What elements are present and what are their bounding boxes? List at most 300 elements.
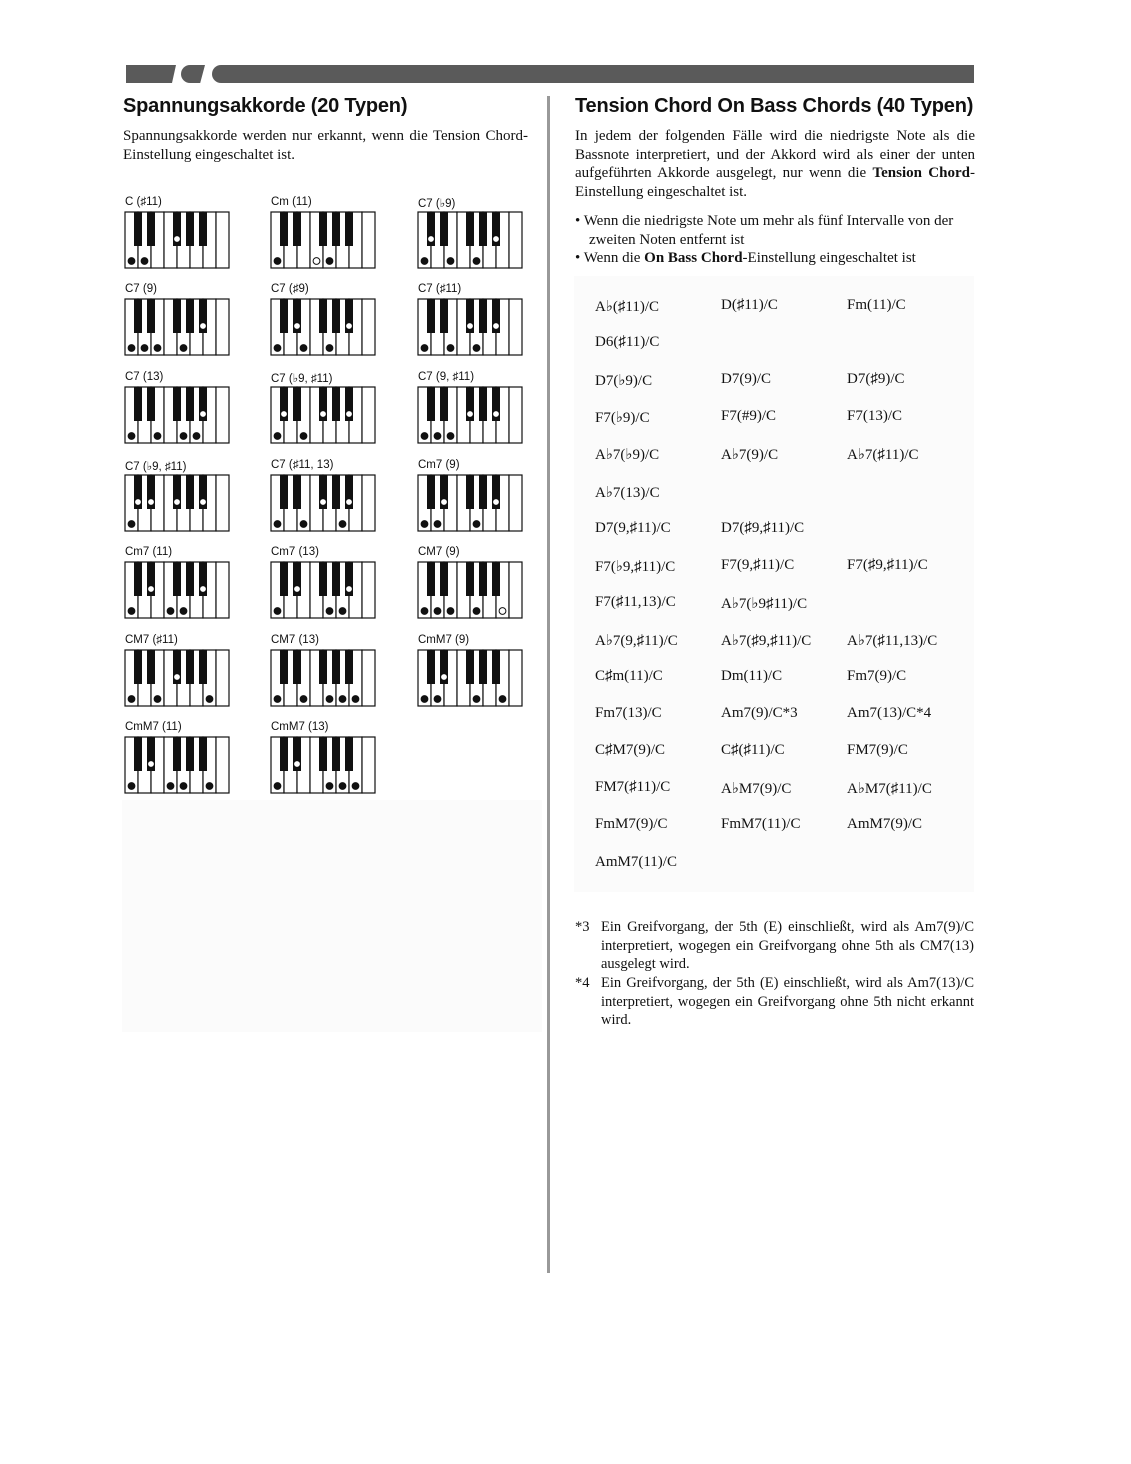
chord-name: A♭7(♯11)/C <box>847 447 919 464</box>
black-key <box>427 387 435 421</box>
note-marker <box>128 345 135 352</box>
black-key <box>199 650 207 684</box>
tension-note-marker <box>200 323 207 330</box>
note-marker <box>339 696 346 703</box>
chord-name: F7(♭9)/C <box>595 410 650 427</box>
keyboard-diagram <box>270 298 376 358</box>
black-key <box>440 212 448 246</box>
chord-name: A♭(♯11)/C <box>595 299 660 315</box>
note-marker <box>421 521 428 528</box>
tension-note-marker <box>174 236 181 243</box>
tension-note-marker <box>346 323 353 330</box>
tension-note-marker <box>493 499 500 506</box>
footnote-text: Ein Greifvorgang, der 5th (E) einschließt, wird als Am7(13)/C interpretiert, wogegen ein Greifvorgang ohne 5th nicht erkannt wird. <box>601 975 974 1028</box>
chord-name: F7(♭9,♯11)/C <box>595 558 676 575</box>
note-marker <box>421 433 428 440</box>
black-key <box>280 650 288 684</box>
chord-name: A♭7(9)/C <box>721 447 779 464</box>
note-marker <box>352 783 359 790</box>
white-key <box>216 387 229 443</box>
chord-name: A♭M7(♯11)/C <box>847 781 932 798</box>
note-marker <box>180 345 187 352</box>
note-marker <box>141 345 148 352</box>
chord-diagram <box>416 283 526 369</box>
black-key <box>147 299 155 333</box>
condition-item: • Wenn die On Bass Chord-Einstellung eingeschaltet ist <box>575 250 916 266</box>
note-marker <box>300 696 307 703</box>
black-key <box>427 299 435 333</box>
black-key <box>186 737 194 771</box>
note-marker <box>154 345 161 352</box>
black-key <box>293 475 301 509</box>
note-marker <box>128 608 135 615</box>
footnote-mark: *4 <box>575 975 590 991</box>
chord-name: Dm(11)/C <box>721 668 783 684</box>
white-key <box>362 475 375 531</box>
chord-name: Am7(9)/C*3 <box>721 705 798 722</box>
black-key <box>319 562 327 596</box>
black-key <box>147 212 155 246</box>
chord-diagram <box>123 283 233 369</box>
chord-name: A♭7(♭9)/C <box>595 447 660 464</box>
note-marker <box>167 608 174 615</box>
tension-note-marker <box>174 499 181 506</box>
tension-note-marker <box>200 586 207 593</box>
black-key <box>332 650 340 684</box>
chord-name: A♭7(♯9,♯11)/C <box>721 632 812 649</box>
note-marker <box>434 433 441 440</box>
tension-note-marker <box>441 499 448 506</box>
chord-name: A♭7(♯11,13)/C <box>847 632 938 649</box>
note-marker <box>326 345 333 352</box>
black-key <box>134 737 142 771</box>
note-marker <box>274 521 281 528</box>
black-key <box>492 562 500 596</box>
note-marker <box>473 258 480 265</box>
note-marker <box>339 783 346 790</box>
note-marker <box>473 696 480 703</box>
white-key <box>216 475 229 531</box>
black-key <box>134 212 142 246</box>
keyboard-diagram <box>270 649 376 709</box>
chord-name: D6(♯11)/C <box>595 334 660 351</box>
black-key <box>293 387 301 421</box>
note-marker <box>499 696 506 703</box>
chord-label: C7 (♯9) <box>271 283 309 295</box>
chord-name: FM7(9)/C <box>847 742 908 759</box>
chord-label: C7 (♭9) <box>418 198 456 210</box>
right-shaded-area <box>574 276 974 892</box>
tension-note-marker <box>346 499 353 506</box>
black-key <box>332 212 340 246</box>
chord-diagram <box>269 721 379 807</box>
black-key <box>332 387 340 421</box>
chord-diagram <box>123 196 233 282</box>
note-marker <box>154 696 161 703</box>
black-key <box>427 562 435 596</box>
chord-diagram <box>123 634 233 720</box>
chord-label: C (♯11) <box>125 196 162 208</box>
note-marker <box>274 608 281 615</box>
white-key <box>362 387 375 443</box>
chord-label: C7 (♯11) <box>418 283 462 295</box>
left-section-title: Spannungsakkorde (20 Typen) <box>123 95 408 117</box>
tension-note-marker <box>281 411 288 418</box>
tension-note-marker <box>294 586 301 593</box>
note-marker <box>294 236 301 243</box>
chord-name: D7(♯9)/C <box>847 371 905 388</box>
keyboard-diagram <box>124 649 230 709</box>
chord-name: FmM7(9)/C <box>595 816 668 833</box>
white-key <box>216 650 229 706</box>
black-key <box>345 650 353 684</box>
note-marker <box>128 783 135 790</box>
black-key <box>440 387 448 421</box>
black-key <box>280 737 288 771</box>
note-marker <box>447 345 454 352</box>
white-key <box>509 562 522 618</box>
chord-name: F7(13)/C <box>847 408 903 425</box>
keyboard-diagram <box>417 386 523 446</box>
chord-name: FM7(♯11)/C <box>595 779 671 796</box>
note-marker <box>206 783 213 790</box>
black-key <box>173 562 181 596</box>
black-key <box>466 212 474 246</box>
tension-note-marker <box>294 323 301 330</box>
keyboard-diagram <box>124 736 230 796</box>
note-marker <box>326 608 333 615</box>
note-marker <box>339 608 346 615</box>
tension-note-marker <box>467 323 474 330</box>
keyboard-diagram <box>124 561 230 621</box>
keyboard-diagram <box>124 298 230 358</box>
note-marker <box>421 258 428 265</box>
tension-note-marker <box>346 586 353 593</box>
chord-diagram <box>269 283 379 369</box>
black-key <box>186 650 194 684</box>
black-key <box>186 387 194 421</box>
tension-note-marker <box>346 411 353 418</box>
note-marker <box>421 696 428 703</box>
tension-note-marker <box>174 674 181 681</box>
black-key <box>440 562 448 596</box>
chord-diagram <box>269 196 379 282</box>
chord-name: A♭M7(9)/C <box>721 781 792 798</box>
chord-label: Cm (11) <box>271 196 312 208</box>
chord-diagram <box>416 634 526 720</box>
condition-list <box>575 212 975 268</box>
tension-note-marker <box>493 236 500 243</box>
black-key <box>466 475 474 509</box>
black-key <box>173 387 181 421</box>
header-band-segment-3 <box>212 65 974 83</box>
chord-name: AmM7(11)/C <box>595 853 677 870</box>
note-marker <box>434 521 441 528</box>
black-key <box>186 299 194 333</box>
note-marker <box>167 783 174 790</box>
black-key <box>479 562 487 596</box>
black-key <box>466 650 474 684</box>
black-key <box>186 475 194 509</box>
footnote-mark: *3 <box>575 919 590 935</box>
chord-diagram <box>416 546 526 632</box>
note-marker <box>128 433 135 440</box>
chord-name: D7(♭9)/C <box>595 373 653 390</box>
white-key <box>509 212 522 268</box>
tension-note-marker <box>493 323 500 330</box>
black-key <box>479 650 487 684</box>
condition-item: • Wenn die niedrigste Note um mehr als fünf Intervalle von der zweiten Noten entfernt ist <box>575 213 954 248</box>
note-marker <box>434 696 441 703</box>
note-marker <box>300 433 307 440</box>
black-key <box>479 212 487 246</box>
black-key <box>332 299 340 333</box>
chord-name: C♯m(11)/C <box>595 668 663 684</box>
note-marker <box>274 345 281 352</box>
keyboard-diagram <box>270 386 376 446</box>
tension-note-marker <box>135 499 142 506</box>
note-marker <box>128 521 135 528</box>
tension-note-marker <box>148 761 155 768</box>
chord-diagram <box>123 459 233 545</box>
black-key <box>466 562 474 596</box>
note-marker <box>326 258 333 265</box>
black-key <box>186 562 194 596</box>
white-key <box>362 562 375 618</box>
black-key <box>319 737 327 771</box>
black-key <box>199 212 207 246</box>
note-marker <box>193 433 200 440</box>
white-key <box>362 737 375 793</box>
chord-label: CM7 (9) <box>418 546 460 558</box>
white-key <box>216 212 229 268</box>
white-key <box>216 299 229 355</box>
black-key <box>280 299 288 333</box>
header-band-segment-2 <box>181 65 205 83</box>
note-marker <box>326 696 333 703</box>
right-intro-text: In jedem der folgenden Fälle wird die niedrigste Note als die Bassnote interpretiert, und der Akkord wird als einer der unten aufgeführten Akkorde ausgelegt, nur wenn die Tension Chord-Einstellung eingeschaltet ist. <box>575 128 975 200</box>
keyboard-diagram <box>270 561 376 621</box>
keyboard-diagram <box>270 474 376 534</box>
chord-name: A♭7(9,♯11)/C <box>595 632 678 649</box>
note-marker <box>180 433 187 440</box>
chord-name: F7(♯11,13)/C <box>595 593 676 610</box>
chord-name: FmM7(11)/C <box>721 816 801 833</box>
footnote-text: Ein Greifvorgang, der 5th (E) einschließt, wird als Am7(9)/C interpretiert, wogegen ein Greifvorgang ohne 5th als CM7(13) ausgelegt wird. <box>601 919 974 972</box>
chord-name: D7(9)/C <box>721 371 771 388</box>
tension-note-marker <box>320 411 327 418</box>
chord-label: CM7 (13) <box>271 634 319 646</box>
chord-name: A♭7(13)/C <box>595 484 660 501</box>
tension-note-marker <box>148 586 155 593</box>
keyboard-diagram <box>270 736 376 796</box>
chord-name: Am7(13)/C*4 <box>847 705 932 722</box>
chord-label: C7 (9, ♯11) <box>418 371 475 383</box>
note-marker <box>274 783 281 790</box>
left-shaded-area <box>122 800 542 1032</box>
black-key <box>134 650 142 684</box>
black-key <box>492 650 500 684</box>
chord-label: C7 (♯11, 13) <box>271 459 334 471</box>
tension-note-marker <box>294 761 301 768</box>
black-key <box>332 562 340 596</box>
white-key <box>509 650 522 706</box>
black-key <box>479 475 487 509</box>
note-marker <box>274 258 281 265</box>
white-key <box>509 475 522 531</box>
note-marker <box>180 608 187 615</box>
keyboard-diagram <box>417 474 523 534</box>
black-key <box>147 650 155 684</box>
black-key <box>440 299 448 333</box>
black-key <box>427 650 435 684</box>
black-key <box>173 737 181 771</box>
black-key <box>134 387 142 421</box>
white-key <box>362 650 375 706</box>
chord-label: C7 (♭9, ♯11) <box>271 373 333 385</box>
note-marker <box>274 433 281 440</box>
tension-note-marker <box>313 258 320 265</box>
tension-note-marker <box>499 608 506 615</box>
keyboard-diagram <box>124 386 230 446</box>
keyboard-diagram <box>270 211 376 271</box>
chord-label: Cm7 (13) <box>271 546 319 558</box>
black-key <box>479 387 487 421</box>
chord-label: Cm7 (11) <box>125 546 173 558</box>
black-key <box>319 650 327 684</box>
black-key <box>134 299 142 333</box>
chord-label: C7 (9) <box>125 283 157 295</box>
black-key <box>427 475 435 509</box>
chord-label: C7 (13) <box>125 371 164 383</box>
tension-note-marker <box>200 499 207 506</box>
chord-name: C♯(♯11)/C <box>721 742 785 759</box>
chord-name: Fm(11)/C <box>847 297 906 313</box>
note-marker <box>300 521 307 528</box>
keyboard-diagram <box>417 298 523 358</box>
note-marker <box>128 258 135 265</box>
black-key <box>479 299 487 333</box>
black-key <box>319 212 327 246</box>
black-key <box>345 737 353 771</box>
note-marker <box>421 608 428 615</box>
keyboard-diagram <box>417 211 523 271</box>
chord-diagram <box>269 634 379 720</box>
tension-note-marker <box>200 411 207 418</box>
chord-name: D(♯11)/C <box>721 297 778 313</box>
chord-name: D7(9,♯11)/C <box>595 519 671 536</box>
chord-label: CmM7 (11) <box>125 721 182 733</box>
tension-note-marker <box>428 236 435 243</box>
chord-diagram <box>269 371 379 457</box>
column-divider <box>547 96 550 1273</box>
keyboard-diagram <box>124 211 230 271</box>
black-key <box>280 475 288 509</box>
white-key <box>362 212 375 268</box>
chord-name: F7(#9)/C <box>721 408 777 425</box>
white-key <box>509 299 522 355</box>
note-marker <box>128 696 135 703</box>
chord-label: CmM7 (9) <box>418 634 470 646</box>
chord-name: F7(♯9,♯11)/C <box>847 556 928 573</box>
chord-diagram <box>123 721 233 807</box>
chord-diagram <box>416 459 526 545</box>
black-key <box>173 299 181 333</box>
black-key <box>332 737 340 771</box>
chord-label: C7 (♭9, ♯11) <box>125 461 187 473</box>
tension-note-marker <box>467 411 474 418</box>
tension-note-marker <box>441 674 448 681</box>
black-key <box>280 562 288 596</box>
chord-label: Cm7 (9) <box>418 459 460 471</box>
note-marker <box>447 433 454 440</box>
note-marker <box>434 608 441 615</box>
black-key <box>134 562 142 596</box>
chord-name: AmM7(9)/C <box>847 816 922 833</box>
black-key <box>345 212 353 246</box>
note-marker <box>473 608 480 615</box>
black-key <box>293 650 301 684</box>
white-key <box>509 387 522 443</box>
tension-note-marker <box>320 499 327 506</box>
note-marker <box>206 696 213 703</box>
note-marker <box>274 696 281 703</box>
chord-label: CM7 (♯11) <box>125 634 178 646</box>
chord-diagram <box>416 196 526 282</box>
white-key <box>362 299 375 355</box>
note-marker <box>300 345 307 352</box>
chord-diagram <box>123 371 233 457</box>
black-key <box>199 737 207 771</box>
chord-name: Fm7(9)/C <box>847 668 907 684</box>
note-marker <box>154 433 161 440</box>
note-marker <box>180 783 187 790</box>
note-marker <box>447 608 454 615</box>
keyboard-diagram <box>124 474 230 534</box>
tension-note-marker <box>493 411 500 418</box>
black-key <box>332 475 340 509</box>
right-section-title: Tension Chord On Bass Chords (40 Typen) <box>575 95 974 117</box>
note-marker <box>141 258 148 265</box>
chord-diagram <box>269 459 379 545</box>
black-key <box>319 299 327 333</box>
white-key <box>216 562 229 618</box>
note-marker <box>339 521 346 528</box>
note-marker <box>473 521 480 528</box>
black-key <box>280 212 288 246</box>
chord-name: C♯M7(9)/C <box>595 742 666 759</box>
chord-name: F7(9,♯11)/C <box>721 556 795 573</box>
chord-diagram <box>269 546 379 632</box>
chord-diagram <box>123 546 233 632</box>
black-key <box>147 387 155 421</box>
note-marker <box>473 345 480 352</box>
keyboard-diagram <box>417 561 523 621</box>
white-key <box>216 737 229 793</box>
black-key <box>186 212 194 246</box>
chord-label: CmM7 (13) <box>271 721 329 733</box>
chord-name: Fm7(13)/C <box>595 705 662 722</box>
note-marker <box>352 696 359 703</box>
note-marker <box>421 345 428 352</box>
tension-note-marker <box>148 499 155 506</box>
chord-name: A♭7(♭9♯11)/C <box>721 595 808 612</box>
header-band-segment-1 <box>126 65 176 83</box>
keyboard-diagram <box>417 649 523 709</box>
note-marker <box>326 783 333 790</box>
left-intro-text: Spannungsakkorde werden nur erkannt, wenn die Tension Chord-Einstellung eingeschaltet ist. <box>123 128 528 163</box>
note-marker <box>447 258 454 265</box>
